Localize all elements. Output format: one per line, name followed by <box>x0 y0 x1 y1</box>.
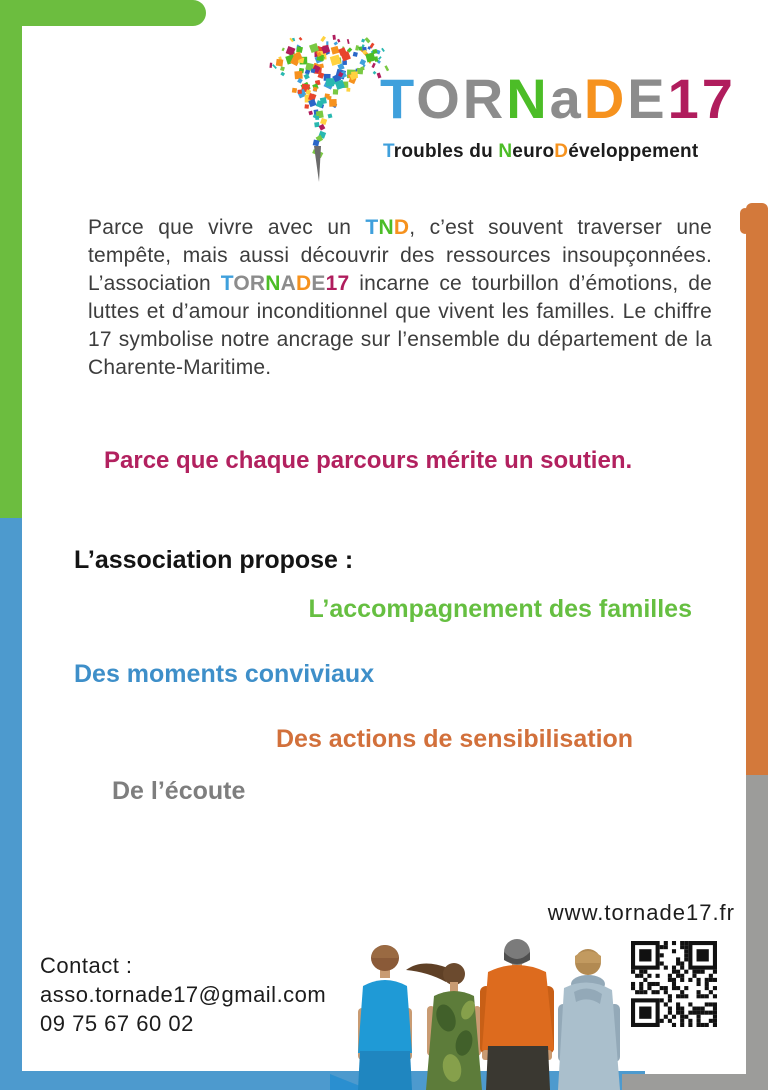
intro-paragraph: Parce que vivre avec un TND, c’est souvent traverser une tempête, mais aussi découvrir des ressources insoupçonnées. L’association TORNADE17 incarne ce tourbillon d’émotions, de luttes et d’amour inconditionnel que vivent les familles. Le chiffre 17 symbolise notre ancrage sur l’ensemble du département de la Charente-Maritime. <box>88 216 712 379</box>
offer-ecoute: De l’écoute <box>112 777 246 805</box>
qr-code <box>631 941 717 1027</box>
offer-actions-sensibilisation: Des actions de sensibilisation <box>276 725 634 753</box>
tagline: Parce que chaque parcours mérite un soutien. <box>104 447 633 474</box>
contact-block <box>40 951 326 1038</box>
contact-email: asso.tornade17@gmail.com <box>40 982 327 1007</box>
family-photo-svg <box>330 938 640 1090</box>
left-border-blue <box>0 518 22 1090</box>
top-brush-green <box>0 0 206 26</box>
bottom-border-gray <box>622 1074 768 1090</box>
tornado-logo-icon <box>258 34 392 184</box>
offer-accompagnement-familles: L’accompagnement des familles <box>308 595 692 623</box>
family-photo <box>330 938 640 1090</box>
offer-moments-conviviaux: Des moments conviviaux <box>74 660 375 688</box>
offers-heading: L’association propose : <box>74 546 354 574</box>
right-border-orange-cap <box>740 208 750 234</box>
logo-subtitle: Troubles du NeuroDéveloppement <box>383 141 699 162</box>
logo-title: TORNaDE17 <box>380 67 736 130</box>
contact-label: Contact : <box>40 953 133 978</box>
left-border-green <box>0 0 22 518</box>
right-border-gray <box>746 775 768 1090</box>
right-border-orange <box>746 203 768 775</box>
website-url: www.tornade17.fr <box>547 900 735 925</box>
contact-phone: 09 75 67 60 02 <box>40 1011 194 1036</box>
